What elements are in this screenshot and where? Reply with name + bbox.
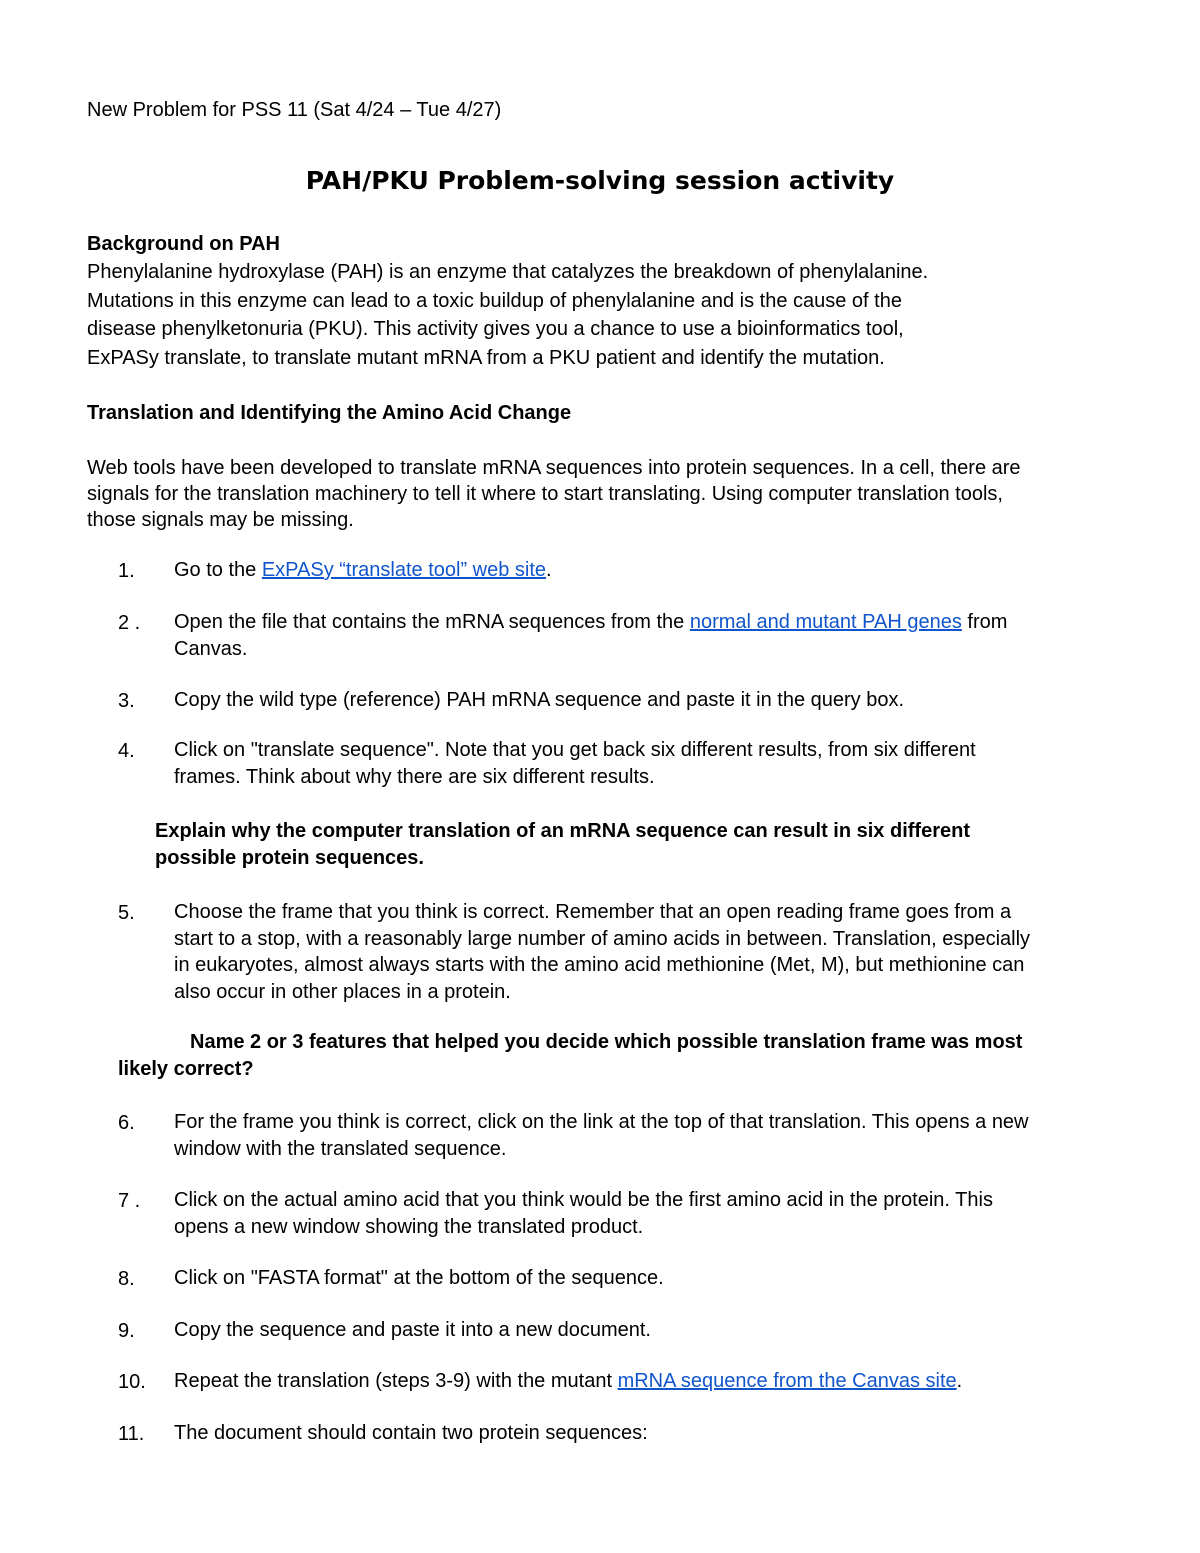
intro-line: Web tools have been developed to translate mRNA sequences into protein sequences. In a cell, there are <box>87 457 1021 479</box>
step-6 <box>174 1109 1134 1162</box>
step-number: 9. <box>118 1320 135 1342</box>
step-text: frames. Think about why there are six different results. <box>174 765 655 788</box>
step-text: window with the translated sequence. <box>174 1137 507 1160</box>
step-text: For the frame you think is correct, click on the link at the top of that translation. This opens a new <box>174 1111 1029 1133</box>
step-number: 2 . <box>118 612 141 634</box>
step-11 <box>174 1420 1134 1447</box>
step-7 <box>174 1187 1134 1240</box>
background-line: Mutations in this enzyme can lead to a toxic buildup of phenylalanine and is the cause of the <box>87 289 902 312</box>
step-text: Repeat the translation (steps 3-9) with the mutant <box>174 1370 618 1392</box>
background-line: ExPASy translate, to translate mutant mRNA from a PKU patient and identify the mutation. <box>87 346 885 369</box>
step-text: also occur in other places in a protein. <box>174 980 511 1003</box>
mutant-mrna-link[interactable]: mRNA sequence from the Canvas site <box>617 1370 957 1392</box>
background-heading: Background on PAH <box>87 233 280 255</box>
pah-genes-link[interactable]: normal and mutant PAH genes <box>689 611 962 633</box>
step-number: 10. <box>118 1371 146 1393</box>
step-text: Click on the actual amino acid that you think would be the first amino acid in the protein. This <box>174 1189 993 1211</box>
question-frame-features <box>118 1029 1158 1082</box>
step-number: 5. <box>118 902 135 924</box>
question-six-frames <box>155 818 1155 871</box>
translation-intro <box>87 455 1127 533</box>
question-text: likely correct? <box>118 1057 254 1080</box>
expasy-translate-link[interactable]: ExPASy “translate tool” web site <box>261 559 547 581</box>
step-number: 6. <box>118 1112 135 1134</box>
question-text: Explain why the computer translation of an mRNA sequence can result in six different <box>155 820 970 842</box>
step-text: Copy the wild type (reference) PAH mRNA sequence and paste it in the query box. <box>174 689 905 711</box>
step-text: The document should contain two protein sequences: <box>174 1422 648 1444</box>
step-text: opens a new window showing the translated product. <box>174 1215 644 1238</box>
step-text: Open the file that contains the mRNA sequences from the <box>174 611 690 633</box>
step-5 <box>174 899 1134 1005</box>
step-1 <box>174 557 1134 584</box>
step-text: in eukaryotes, almost always starts with the amino acid methionine (Met, M), but methionine can <box>174 954 1025 976</box>
step-text: Click on "FASTA format" at the bottom of the sequence. <box>174 1267 664 1289</box>
step-number: 1. <box>118 560 135 582</box>
background-line: Phenylalanine hydroxylase (PAH) is an enzyme that catalyzes the breakdown of phenylalanine. <box>87 261 929 283</box>
step-text: Copy the sequence and paste it into a new document. <box>174 1319 651 1341</box>
intro-line: those signals may be missing. <box>87 509 354 531</box>
step-number: 11. <box>118 1423 145 1445</box>
page-title: PAH/PKU Problem-solving session activity <box>305 166 895 195</box>
step-10 <box>174 1368 1134 1395</box>
step-text: Canvas. <box>174 637 248 660</box>
step-3 <box>174 687 1134 714</box>
step-4 <box>174 737 1134 790</box>
step-text: . <box>956 1370 963 1392</box>
step-9 <box>174 1317 1134 1344</box>
step-text: Go to the <box>174 559 262 581</box>
step-number: 3. <box>118 690 135 712</box>
step-number: 7 . <box>118 1190 141 1212</box>
translation-heading: Translation and Identifying the Amino Acid Change <box>87 402 572 424</box>
step-number: 8. <box>118 1268 135 1290</box>
background-line: disease phenylketonuria (PKU). This activity gives you a chance to use a bioinformatics tool, <box>87 318 904 340</box>
intro-line: signals for the translation machinery to tell it where to start translating. Using computer translation tools, <box>87 483 1003 505</box>
step-text: . <box>546 559 552 581</box>
step-8 <box>174 1265 1134 1292</box>
step-2 <box>174 609 1134 662</box>
step-text: Click on "translate sequence". Note that you get back six different results, from six different <box>174 739 976 761</box>
question-text: possible protein sequences. <box>155 846 424 869</box>
header-line: New Problem for PSS 11 (Sat 4/24 – Tue 4/27) <box>87 99 502 121</box>
question-text: Name 2 or 3 features that helped you decide which possible translation frame was most <box>190 1031 1023 1053</box>
step-text: from <box>961 611 1008 633</box>
step-text: Choose the frame that you think is correct. Remember that an open reading frame goes from a <box>174 901 1012 923</box>
step-text: start to a stop, with a reasonably large number of amino acids in between. Translation, especially <box>174 927 1031 950</box>
background-paragraph <box>87 258 1127 372</box>
step-number: 4. <box>118 740 135 762</box>
